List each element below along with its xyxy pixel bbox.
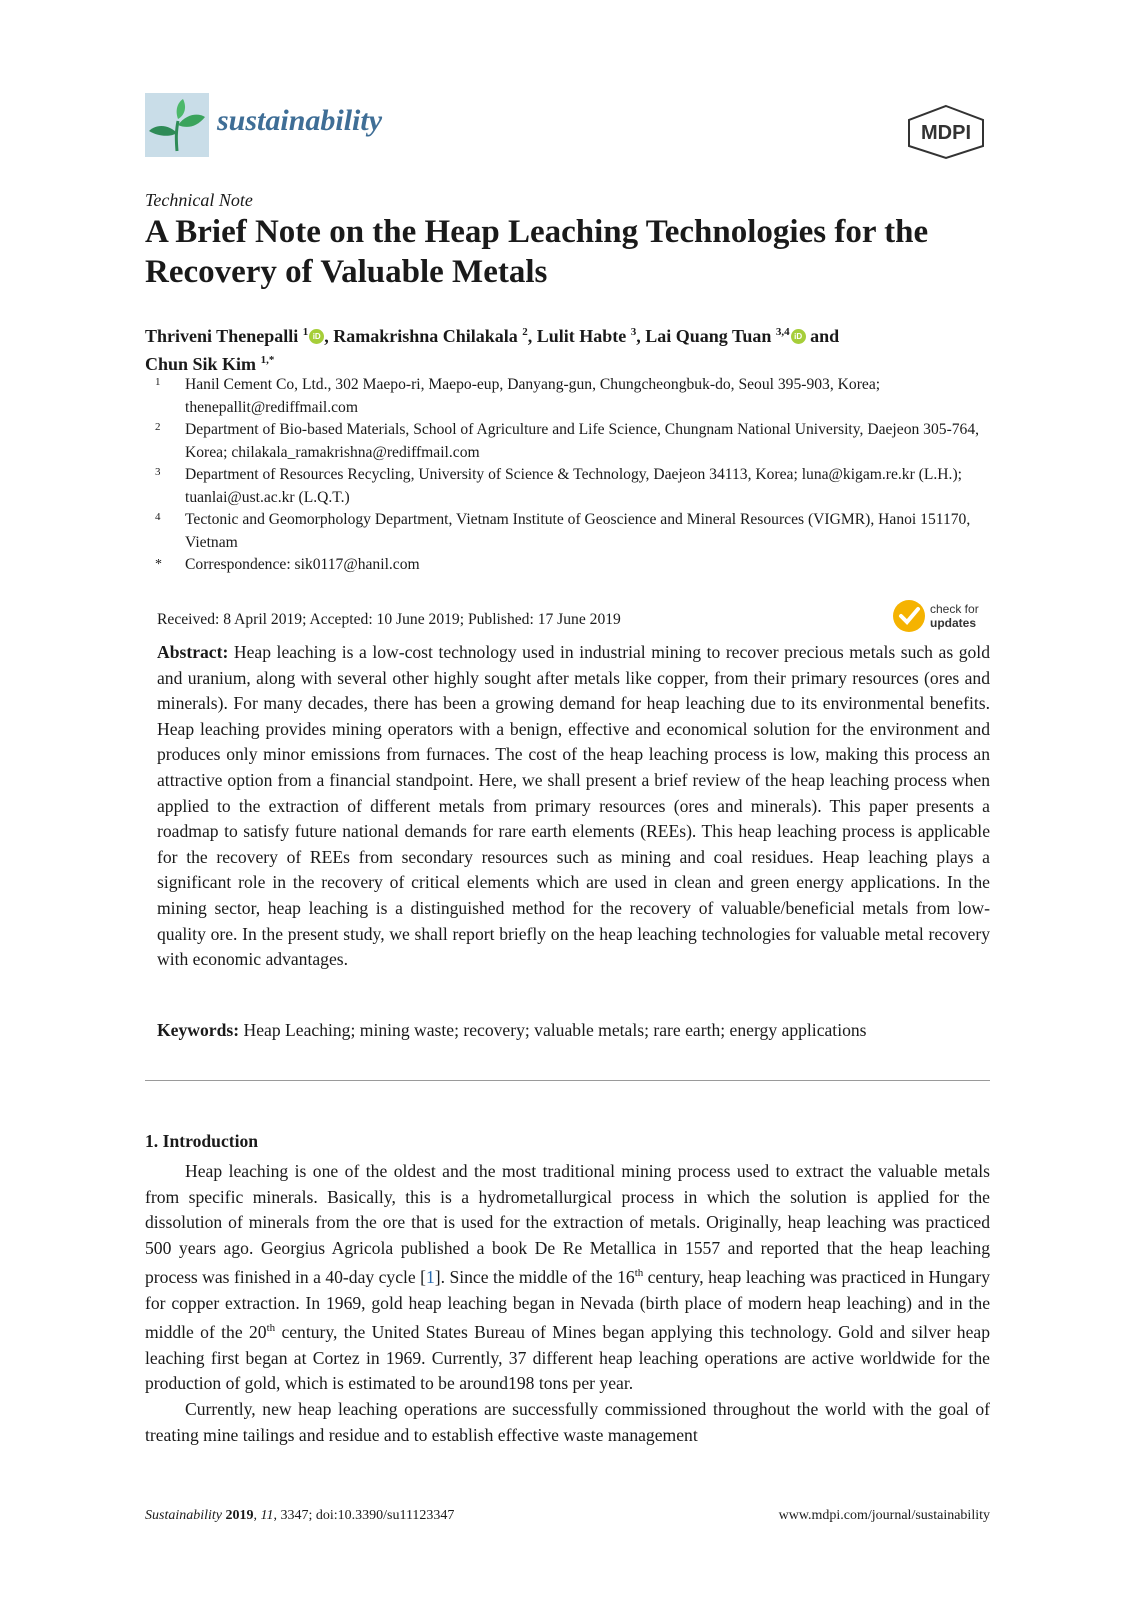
introduction-body [145,1159,990,1448]
author-name: Ramakrishna Chilakala [333,326,518,346]
affiliation-number: 1 [155,376,161,388]
author-list [145,320,995,376]
article-title: A Brief Note on the Heap Leaching Technologies for the Recovery of Valuable Metals [145,214,929,290]
affiliation-text: Department of Resources Recycling, University of Science & Technology, Daejeon 34113, Korea; luna@kigam.re.kr (L.H.); tuanlai@ust.ac.kr (L.Q.T.) [185,466,962,506]
footer-citation: Sustainability 2019, 11, 3347; doi:10.3390/su11123347 [145,1508,455,1523]
affiliation-item [145,419,995,464]
intro-paragraph-2: Currently, new heap leaching operations are successfully commissioned throughout the world with the goal of treating mine tailings and residue and to establish effective waste management [145,1399,990,1445]
author-name: Chun Sik Kim [145,354,257,374]
journal-logo-icon [145,93,209,157]
article-type: Technical Note [145,190,253,210]
check-updates-icon [893,600,925,632]
abstract-text: Heap leaching is a low-cost technology used in industrial mining to recover precious metals such as gold and uranium, along with several other highly sought after metals like copper, from their primary resources (ores and minerals). For many decades, there has been a growing demand for heap leaching due to its environmental benefits. Heap leaching provides mining operators with a benign, effective and economical solution for the environment and produces only minor emissions from furnaces. The cost of the heap leaching process is low, making this process an attractive option from a financial standpoint. Here, we shall present a brief review of the heap leaching process when applied to the extraction of different metals from primary resources (ores and minerals). This paper presents a roadmap to satisfy future national demands for rare earth elements (REEs). This heap leaching process is applicable for the recovery of REEs from secondary resources such as mining and coal residues. Heap leaching plays a significant role in the recovery of critical elements which are used in clean and green energy applications. In the mining sector, heap leaching is a distinguished method for the recovery of valuable/beneficial metals from low-quality ore. In the present study, we shall report briefly on the heap leaching technologies for valuable metal recovery with economic advantages. [157,642,990,970]
author-name: Thriveni Thenepalli [145,326,299,346]
author-affiliation-marker: 1 [302,326,309,338]
citation-link[interactable]: 1 [425,1267,435,1288]
author-name: Lai Quang Tuan [645,326,772,346]
keywords-label: Keywords: [157,1020,240,1040]
author-separator: , [324,326,334,346]
affiliation-number: 4 [155,511,161,523]
orcid-icon[interactable]: iD [309,329,324,344]
affiliation-number: * [155,557,162,572]
author-separator: , [636,326,646,346]
journal-name[interactable]: sustainability [217,104,383,137]
author-separator: and [805,326,844,346]
affiliation-text: Tectonic and Geomorphology Department, Vietnam Institute of Geoscience and Mineral Resources (VIGMR), Hanoi 151170, Vietnam [185,511,971,551]
affiliation-text: Department of Bio-based Materials, School of Agriculture and Life Science, Chungnam National University, Daejeon 305-764, Korea; chilakala_ramakrishna@rediffmail.com [185,421,980,461]
intro-paragraph-1: Heap leaching is one of the oldest and the most traditional mining process used to extract the valuable metals from specific minerals. Basically, this is a hydrometallurgical process in which the solution is applied for the dissolution of minerals from the ore that is used for the extraction of metals. Originally, heap leaching was practiced 500 years ago. Georgius Agricola published a book De Re Metallica in 1557 and reported that the heap leaching process was finished in a 40-day cycle [1]. Since the middle of the 16th century, heap leaching was practiced in Hungary for copper extraction. In 1969, gold heap leaching began in Nevada (birth place of modern heap leaching) and in the middle of the 20th century, the United States Bureau of Mines began applying this technology. Gold and silver heap leaching first began at Cortez in 1969. Currently, 37 different heap leaching operations are active worldwide for the production of gold, which is estimated to be around198 tons per year. [145,1161,991,1394]
affiliation-text: Correspondence: sik0117@hanil.com [185,556,420,573]
affiliation-item [145,464,995,509]
publication-dates: Received: 8 April 2019; Accepted: 10 June 2019; Published: 17 June 2019 [157,611,621,628]
check-updates-line1: check for [930,602,979,616]
keywords-text: Heap Leaching; mining waste; recovery; valuable metals; rare earth; energy applications [243,1020,867,1040]
orcid-icon[interactable]: iD [791,329,806,344]
affiliation-text: Hanil Cement Co, Ltd., 302 Maepo-ri, Maepo-eup, Danyang-gun, Chungcheongbuk-do, Seoul 395-903, Korea; thenepallit@rediffmail.com [185,376,881,416]
abstract-label: Abstract: [157,642,229,662]
footer-journal-url[interactable]: www.mdpi.com/journal/sustainability [778,1508,990,1523]
check-for-updates-badge[interactable] [892,598,992,634]
affiliation-number: 3 [155,466,161,478]
author-affiliation-marker: 1,* [260,354,275,366]
mdpi-logo-icon[interactable] [905,104,987,160]
author-name: Lulit Habte [536,326,627,346]
abstract [157,640,990,973]
mdpi-logo-text: MDPI [921,122,971,144]
author-affiliation-marker: 2 [522,326,528,338]
keywords [157,1018,997,1043]
affiliation-item [145,374,995,419]
author-affiliation-marker: 3 [630,326,637,338]
affiliation-item [145,554,995,577]
affiliation-item [145,509,995,554]
section-heading: 1. Introduction [145,1131,259,1151]
affiliation-number: 2 [155,421,161,433]
section-divider [145,1080,990,1081]
author-affiliation-marker: 3,4 [775,326,790,338]
affiliation-list [145,374,995,577]
author-separator: , [527,326,537,346]
check-updates-line2: updates [930,616,977,630]
